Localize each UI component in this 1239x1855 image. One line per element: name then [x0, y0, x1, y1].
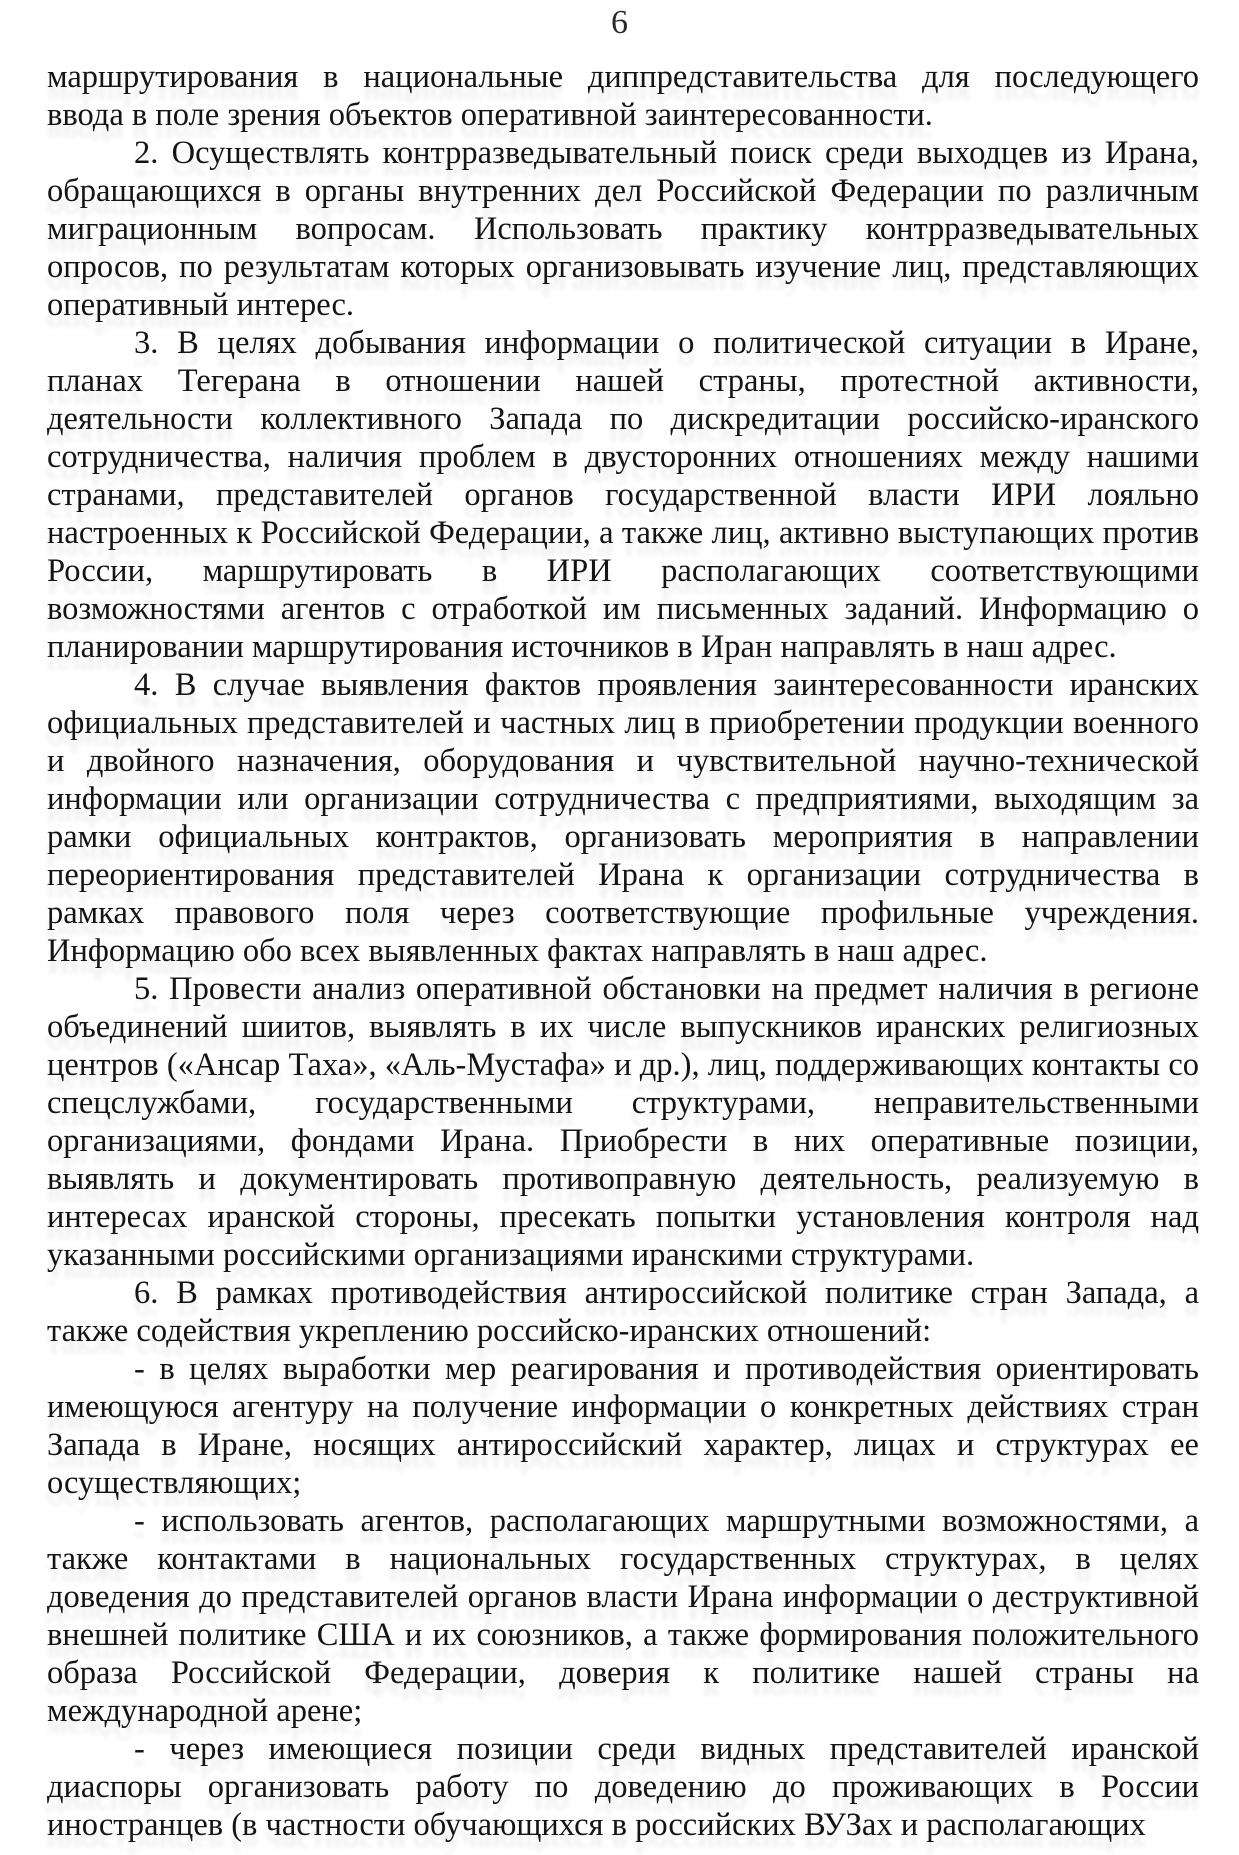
document-body — [47, 58, 1199, 1844]
paragraph-item-5: 5. Провести анализ оперативной обстановки на предмет наличия в регионе объединений шиитов, выявлять в их числе выпускников иранских религиозных центров («Ансар Таха», «Аль-Мустафа» и др.), лиц, поддерживающих контакты со спецслужбами, государственными структурами, неправительственными организациями, фондами Ирана. Приобрести в них оперативные позиции, выявлять и документировать противоправную деятельность, реализуемую в интересах иранской стороны, пресекать попытки установления контроля над указанными российскими организациями иранскими структурами. — [47, 971, 1199, 1273]
paragraph-item-3: 3. В целях добывания информации о политической ситуации в Иране, планах Тегерана в отношении нашей страны, протестной активности, деятельности коллективного Запада по дискредитации российско-иранского сотрудничества, наличия проблем в двусторонних отношениях между нашими странами, представителей органов государственной власти ИРИ лояльно настроенных к Российской Федерации, а также лиц, активно выступающих против России, маршрутировать в ИРИ располагающих соответствующими возможностями агентов с отработкой им письменных заданий. Информацию о планировании маршрутирования источников в Иран направлять в наш адрес. — [47, 325, 1199, 665]
paragraph-dash-sub-item-2: - использовать агентов, располагающих маршрутными возможностями, а также контактами в национальных государственных структурах, в целях доведения до представителей органов власти Ирана информации о деструктивной внешней политике США и их союзников, а также формирования положительного образа Российской Федерации, доверия к политике нашей страны на международной арене; — [47, 1503, 1199, 1729]
page-number: 6 — [611, 4, 628, 41]
paragraph-continuation: маршрутирования в национальные диппредставительства для последующего ввода в поле зрения объектов оперативной заинтересованности. — [47, 59, 1199, 133]
paragraph-item-2: 2. Осуществлять контрразведывательный поиск среди выходцев из Ирана, обращающихся в органы внутренних дел Российской Федерации по различным миграционным вопросам. Использовать практику контрразведывательных опросов, по результатам которых организовывать изучение лиц, представляющих оперативный интерес. — [47, 135, 1199, 323]
paragraph-item-4: 4. В случае выявления фактов проявления заинтересованности иранских официальных представителей и частных лиц в приобретении продукции военного и двойного назначения, оборудования и чувствительной научно-технической информации или организации сотрудничества с предприятиями, выходящим за рамки официальных контрактов, организовать мероприятия в направлении переориентирования представителей Ирана к организации сотрудничества в рамках правового поля через соответствующие профильные учреждения. Информацию обо всех выявленных фактах направлять в наш адрес. — [47, 667, 1199, 969]
paragraph-dash-sub-item-3: - через имеющиеся позиции среди видных представителей иранской диаспоры организовать работу по доведению до проживающих в России иностранцев (в частности обучающихся в российских ВУЗах и располагающих — [47, 1731, 1199, 1843]
paragraph-dash-sub-item-1: - в целях выработки мер реагирования и противодействия ориентировать имеющуюся агентуру на получение информации о конкретных действиях стран Запада в Иране, носящих антироссийский характер, лицах и структурах ее осуществляющих; — [47, 1351, 1199, 1501]
paragraph-item-6: 6. В рамках противодействия антироссийской политике стран Запада, а также содействия укреплению российско-иранских отношений: — [47, 1275, 1199, 1349]
